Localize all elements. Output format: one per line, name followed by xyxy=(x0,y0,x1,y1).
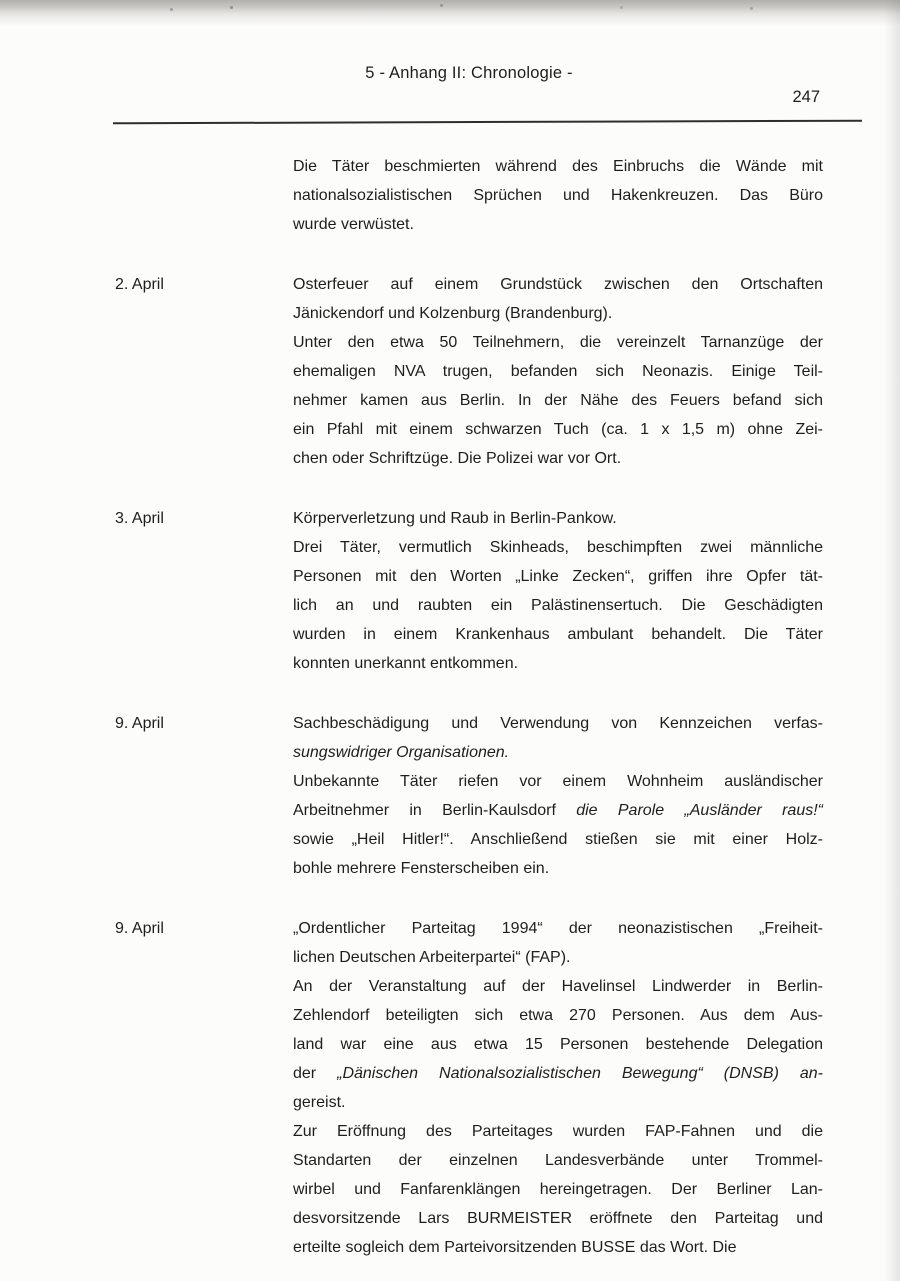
italic-text-run: „Dänischen Nationalsozialistischen Bewegung“ (DNSB) an- xyxy=(337,1065,823,1082)
text-line xyxy=(293,972,823,1001)
header-divider xyxy=(113,120,862,125)
text-line xyxy=(293,649,823,678)
page-number: 247 xyxy=(792,88,820,106)
paragraph xyxy=(293,1117,823,1262)
text-run: lich an und raubten ein Palästinensertuch. Die Geschädigten xyxy=(293,597,823,614)
text-run: Drei Täter, vermutlich Skinheads, beschimpften zwei männliche xyxy=(293,539,823,556)
text-run: „Ordentlicher Parteitag 1994“ der neonazistischen „Freiheit- xyxy=(293,920,823,937)
text-line xyxy=(293,270,823,299)
text-line xyxy=(293,328,823,357)
text-run: ehemaligen NVA trugen, befanden sich Neonazis. Einige Teil- xyxy=(293,363,823,380)
text-run: nehmer kamen aus Berlin. In der Nähe des Feuers befand sich xyxy=(293,392,823,409)
text-run: sowie „Heil Hitler!“. Anschließend stießen sie mit einer Holz- xyxy=(293,831,823,848)
text-run: nationalsozialistischen Sprüchen und Hakenkreuzen. Das Büro xyxy=(293,187,823,204)
scan-edge-artifact xyxy=(0,0,900,26)
entry-date: 2. April xyxy=(115,276,164,293)
scan-dust-speck xyxy=(230,6,233,9)
text-run: Zehlendorf beteiligten sich etwa 270 Personen. Aus dem Aus- xyxy=(293,1007,823,1024)
text-run: Zur Eröffnung des Parteitages wurden FAP-Fahnen und die xyxy=(293,1123,823,1140)
entry-body xyxy=(293,152,823,239)
italic-text-run: sungswidriger Organisationen. xyxy=(293,744,510,761)
text-run: wurde verwüstet. xyxy=(293,216,414,233)
text-line xyxy=(293,709,823,738)
text-line xyxy=(293,738,823,767)
text-line xyxy=(293,943,823,972)
text-line xyxy=(293,1175,823,1204)
paragraph xyxy=(293,152,823,239)
text-run: Die Täter beschmierten während des Einbruchs die Wände mit xyxy=(293,158,823,175)
text-line xyxy=(293,1030,823,1059)
text-run: Unbekannte Täter riefen vor einem Wohnheim ausländischer xyxy=(293,773,823,790)
text-line xyxy=(293,914,823,943)
text-line xyxy=(293,1059,823,1088)
chronology-entry xyxy=(115,152,823,239)
text-run: Personen mit den Worten „Linke Zecken“, griffen ihre Opfer tät- xyxy=(293,568,823,585)
text-line xyxy=(293,562,823,591)
text-line xyxy=(293,1146,823,1175)
text-run: Unter den etwa 50 Teilnehmern, die vereinzelt Tarnanzüge der xyxy=(293,334,823,351)
entry-body xyxy=(293,709,823,883)
text-run: gereist. xyxy=(293,1094,346,1111)
text-line xyxy=(293,415,823,444)
entry-body xyxy=(293,270,823,473)
text-run: Osterfeuer auf einem Grundstück zwischen den Ortschaften xyxy=(293,276,823,293)
text-line xyxy=(293,299,823,328)
entry-date xyxy=(115,152,293,239)
text-line xyxy=(293,620,823,649)
text-line xyxy=(293,357,823,386)
text-run: Körperverletzung und Raub in Berlin-Pankow. xyxy=(293,510,617,527)
paragraph xyxy=(293,504,823,533)
paragraph xyxy=(293,533,823,678)
scan-right-shadow xyxy=(884,0,900,1281)
text-line xyxy=(293,386,823,415)
chronology-entry xyxy=(115,914,823,1262)
text-line xyxy=(293,1001,823,1030)
entry-date: 9. April xyxy=(115,715,164,732)
paragraph xyxy=(293,709,823,767)
text-run: erteilte sogleich dem Parteivorsitzenden BUSSE das Wort. Die xyxy=(293,1239,737,1256)
text-line xyxy=(293,1088,823,1117)
chronology-entry xyxy=(115,504,823,678)
chronology-entry xyxy=(115,270,823,473)
text-line xyxy=(293,796,823,825)
text-line xyxy=(293,444,823,473)
paragraph xyxy=(293,270,823,328)
text-run: Sachbeschädigung und Verwendung von Kennzeichen verfas- xyxy=(293,715,823,732)
text-line xyxy=(293,1117,823,1146)
text-run: chen oder Schriftzüge. Die Polizei war vor Ort. xyxy=(293,450,622,467)
chronology-entries xyxy=(115,152,823,1262)
text-line xyxy=(293,152,823,181)
text-line xyxy=(293,854,823,883)
text-line xyxy=(293,181,823,210)
paragraph xyxy=(293,914,823,972)
paragraph xyxy=(293,767,823,883)
text-run: wirbel und Fanfarenklängen hereingetragen. Der Berliner Lan- xyxy=(293,1181,823,1198)
paragraph xyxy=(293,972,823,1117)
text-line xyxy=(293,1233,823,1262)
text-run: land war eine aus etwa 15 Personen bestehende Delegation xyxy=(293,1036,823,1053)
text-run: desvorsitzende Lars BURMEISTER eröffnete den Parteitag und xyxy=(293,1210,823,1227)
italic-text-run: die Parole „Ausländer raus!“ xyxy=(576,802,823,819)
text-run: An der Veranstaltung auf der Havelinsel Lindwerder in Berlin- xyxy=(293,978,823,995)
header-title: 5 - Anhang II: Chronologie - xyxy=(365,64,573,82)
text-run: konnten unerkannt entkommen. xyxy=(293,655,519,672)
text-run: Jänickendorf und Kolzenburg (Brandenburg). xyxy=(293,305,613,322)
entry-body xyxy=(293,504,823,678)
paragraph xyxy=(293,328,823,473)
text-run: lichen Deutschen Arbeiterpartei“ (FAP). xyxy=(293,949,571,966)
text-line xyxy=(293,767,823,796)
entry-body xyxy=(293,914,823,1262)
text-run: Standarten der einzelnen Landesverbände unter Trommel- xyxy=(293,1152,823,1169)
text-run: bohle mehrere Fensterscheiben ein. xyxy=(293,860,550,877)
text-line xyxy=(293,591,823,620)
text-run: ein Pfahl mit einem schwarzen Tuch (ca. 1 x 1,5 m) ohne Zei- xyxy=(293,421,823,438)
text-line xyxy=(293,1204,823,1233)
text-run: wurden in einem Krankenhaus ambulant behandelt. Die Täter xyxy=(293,626,823,643)
text-line xyxy=(293,533,823,562)
text-line xyxy=(293,504,823,533)
entry-date: 3. April xyxy=(115,510,164,527)
text-line xyxy=(293,825,823,854)
text-line xyxy=(293,210,823,239)
entry-date: 9. April xyxy=(115,920,164,937)
chronology-entry xyxy=(115,709,823,883)
text-run: der xyxy=(293,1065,338,1082)
text-run: Arbeitnehmer in Berlin-Kaulsdorf xyxy=(293,802,577,819)
